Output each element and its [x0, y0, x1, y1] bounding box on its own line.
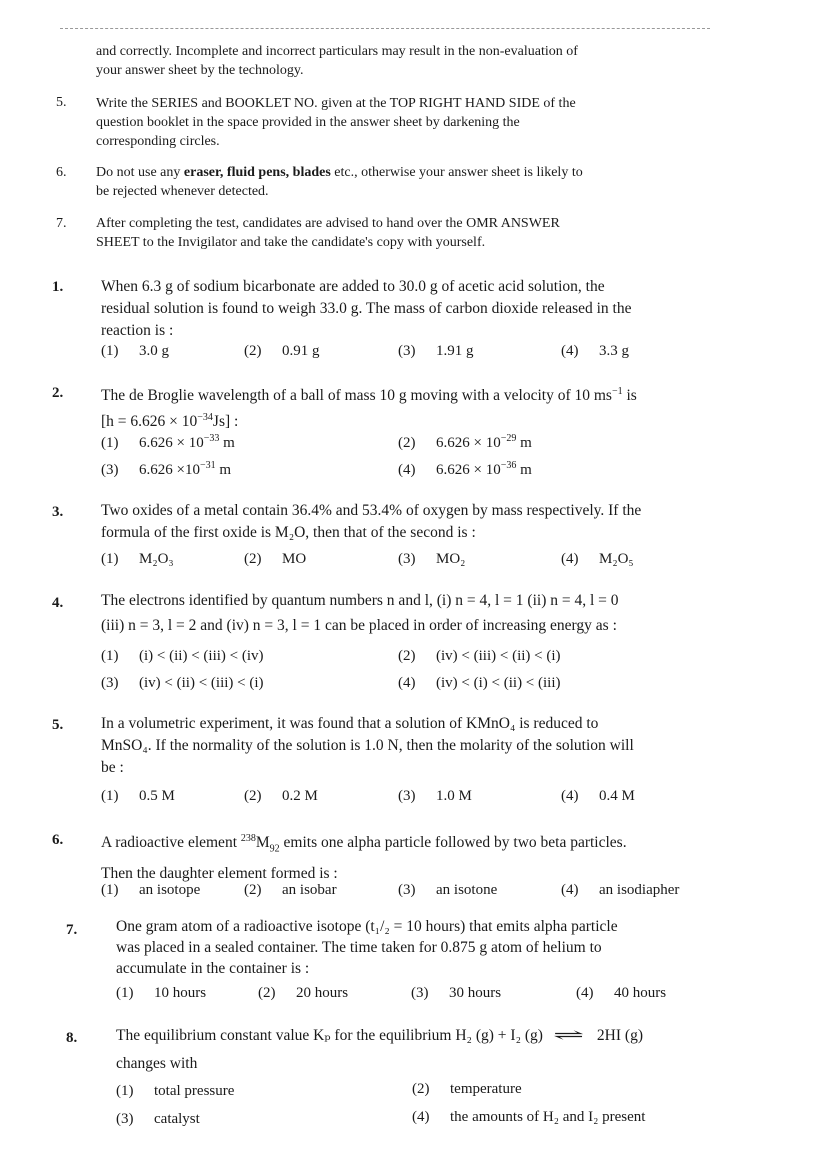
option-number: (2)	[244, 551, 262, 567]
option-text: an isotope	[139, 882, 201, 898]
option[interactable]	[101, 433, 235, 452]
option-text: (iv) < (i) < (ii) < (iii)	[436, 675, 561, 691]
option[interactable]	[412, 1109, 645, 1126]
option-number: (3)	[411, 985, 429, 1001]
instruction-text: Do not use any	[96, 165, 184, 180]
question-number: 5.	[52, 717, 64, 733]
question-line	[101, 407, 761, 433]
option-text: 30 hours	[449, 985, 502, 1001]
option-text: (iv) < (ii) < (iii) < (i)	[139, 675, 264, 691]
question-line: changes with	[116, 1055, 198, 1072]
option-number: (4)	[561, 788, 579, 804]
option-number: (2)	[244, 343, 262, 359]
option-number: (2)	[244, 788, 262, 804]
instruction-number: 7.	[56, 216, 67, 231]
question-1-text	[101, 276, 761, 342]
option-number: (3)	[116, 1111, 134, 1127]
question-line: accumulate in the container is :	[116, 960, 310, 977]
option[interactable]	[576, 985, 666, 1002]
question-line: The electrons identified by quantum numbers n and l, (i) n = 4, l = 1 (ii) n = 4, l = 0	[101, 592, 619, 609]
option-number: (3)	[101, 462, 119, 478]
option[interactable]	[101, 551, 174, 568]
question-text: is	[622, 387, 637, 405]
option-number: (2)	[398, 648, 416, 664]
question-8-text	[116, 1025, 776, 1075]
option-number: (1)	[116, 985, 134, 1001]
option-number: (3)	[398, 343, 416, 359]
option-text: 0.5 M	[139, 788, 175, 804]
question-line: be :	[101, 759, 124, 776]
question-line: In a volumetric experiment, it was found that a solution of KMnO₄ is reduced to	[101, 715, 599, 732]
option[interactable]	[116, 985, 206, 1002]
option-text: M₂O₃	[139, 551, 174, 567]
option-text: an isotone	[436, 882, 498, 898]
atomic-number: 92	[269, 843, 280, 855]
option-text: 3.3 g	[599, 343, 629, 359]
option[interactable]	[116, 1111, 200, 1128]
option-text: temperature	[450, 1081, 522, 1097]
option-text: 0.91 g	[282, 343, 320, 359]
option[interactable]	[244, 788, 318, 805]
question-text: Js] :	[212, 413, 239, 431]
question-line: was placed in a sealed container. The time taken for 0.875 g atom of helium to	[116, 939, 602, 956]
option-number: (4)	[561, 343, 579, 359]
question-text: 2HI (g)	[596, 1027, 643, 1044]
option[interactable]	[101, 882, 200, 899]
instruction-line: After completing the test, candidates are advised to hand over the OMR ANSWER	[96, 216, 560, 231]
question-number: 8.	[66, 1030, 78, 1046]
question-line: MnSO₄. If the normality of the solution is 1.0 N, then the molarity of the solution will	[101, 737, 634, 754]
option-text: 40 hours	[614, 985, 667, 1001]
option[interactable]	[244, 551, 306, 568]
top-cut-line	[60, 28, 710, 29]
superscript: −33	[203, 433, 220, 444]
instruction-number: 5.	[56, 95, 67, 110]
question-2-text	[101, 381, 761, 433]
question-line: When 6.3 g of sodium bicarbonate are added to 30.0 g of acetic acid solution, the	[101, 278, 605, 295]
option[interactable]	[258, 985, 348, 1002]
option-number: (4)	[561, 882, 579, 898]
question-number: 4.	[52, 595, 64, 611]
option-number: (2)	[258, 985, 276, 1001]
option-number: (2)	[398, 435, 416, 451]
instruction-line: Write the SERIES and BOOKLET NO. given at the TOP RIGHT HAND SIDE of the	[96, 96, 576, 111]
option[interactable]	[244, 882, 337, 899]
question-line: One gram atom of a radioactive isotope (t₁/₂ = 10 hours) that emits alpha particle	[116, 918, 618, 935]
option-unit: m	[215, 462, 232, 478]
option-text: catalyst	[154, 1111, 200, 1127]
question-text: [h = 6.626 × 10	[101, 413, 198, 431]
question-text: A radioactive element	[101, 834, 241, 852]
option-number: (1)	[101, 435, 119, 451]
option-number: (1)	[101, 648, 119, 664]
option-unit: m	[219, 435, 235, 451]
option-number: (4)	[561, 551, 579, 567]
question-line: (iii) n = 3, l = 2 and (iv) n = 3, l = 1 can be placed in order of increasing energy as :	[101, 617, 617, 634]
option-text: 20 hours	[296, 985, 349, 1001]
question-6-text	[101, 828, 771, 885]
question-line	[101, 381, 761, 407]
instruction-line: SHEET to the Invigilator and take the candidate's copy with yourself.	[96, 235, 486, 250]
mass-number: 238	[240, 833, 256, 844]
option[interactable]	[398, 551, 465, 568]
option-text: 0.4 M	[599, 788, 635, 804]
option-unit: m	[516, 462, 532, 478]
option-text: 1.91 g	[436, 343, 474, 359]
instruction-line: and correctly. Incomplete and incorrect particulars may result in the non-evaluation of	[96, 44, 578, 59]
option-text: 10 hours	[154, 985, 207, 1001]
element-symbol: M	[255, 834, 270, 852]
instruction-bold-text: eraser, fluid pens, blades	[183, 165, 331, 180]
option-number: (1)	[116, 1083, 134, 1099]
superscript: −31	[199, 460, 216, 471]
option-number: (4)	[412, 1109, 430, 1125]
question-line: formula of the first oxide is M₂O, then that of the second is :	[101, 524, 476, 541]
option[interactable]	[244, 343, 320, 360]
option-text: 6.626 × 10	[436, 462, 501, 478]
option[interactable]	[101, 788, 175, 805]
instruction-number: 6.	[56, 165, 67, 180]
option-number: (1)	[101, 343, 119, 359]
question-number: 1.	[52, 279, 64, 295]
option-number: (2)	[244, 882, 262, 898]
option[interactable]	[398, 460, 532, 479]
question-number: 2.	[52, 385, 64, 401]
option-text: an isobar	[282, 882, 337, 898]
option[interactable]	[398, 882, 497, 899]
option[interactable]	[412, 1081, 522, 1098]
superscript: −36	[500, 460, 517, 471]
option-text: (i) < (ii) < (iii) < (iv)	[139, 648, 264, 664]
option[interactable]	[561, 788, 635, 805]
question-number: 6.	[52, 832, 64, 848]
instruction-line: be rejected whenever detected.	[96, 184, 269, 199]
option[interactable]	[101, 648, 264, 665]
option-number: (3)	[398, 788, 416, 804]
option[interactable]	[561, 882, 679, 899]
instruction-line: question booklet in the space provided in the answer sheet by darkening the	[96, 115, 520, 130]
question-text: The equilibrium constant value Kₚ for the equilibrium H₂ (g) + I₂ (g)	[116, 1027, 543, 1044]
question-line: Two oxides of a metal contain 36.4% and 53.4% of oxygen by mass respectively. If the	[101, 502, 642, 519]
option-number: (1)	[101, 551, 119, 567]
instruction-5	[96, 94, 706, 151]
superscript: −34	[197, 412, 213, 424]
option-number: (3)	[398, 551, 416, 567]
option-text: M₂O₅	[599, 551, 634, 567]
option-unit: m	[516, 435, 532, 451]
question-line: reaction is :	[101, 322, 174, 339]
option-text: an isodiapher	[599, 882, 680, 898]
question-4-text	[101, 590, 771, 637]
option[interactable]	[398, 343, 474, 360]
option-number: (2)	[412, 1081, 430, 1097]
option-number: (4)	[576, 985, 594, 1001]
question-number: 3.	[52, 504, 64, 520]
question-5-text	[101, 713, 761, 779]
option-number: (4)	[398, 675, 416, 691]
instruction-line: your answer sheet by the technology.	[96, 63, 304, 78]
question-line	[116, 1025, 776, 1047]
question-line	[101, 828, 771, 860]
option-text: 6.626 × 10	[139, 435, 204, 451]
instruction-7	[96, 214, 716, 252]
instruction-line: corresponding circles.	[96, 134, 220, 149]
option[interactable]	[101, 460, 231, 479]
instruction-line	[96, 163, 716, 182]
option-text: MO	[282, 551, 307, 567]
question-text: emits one alpha particle followed by two beta particles.	[279, 834, 627, 852]
option-number: (3)	[101, 675, 119, 691]
question-3-text	[101, 500, 761, 544]
question-line: Then the daughter element formed is :	[101, 865, 338, 883]
question-7-text	[116, 916, 766, 979]
option-text: (iv) < (iii) < (ii) < (i)	[436, 648, 561, 664]
option-number: (1)	[101, 882, 119, 898]
option-text: the amounts of H₂ and I₂ present	[450, 1109, 646, 1125]
instruction-continued	[96, 42, 578, 80]
option[interactable]	[101, 675, 264, 692]
option-text: 3.0 g	[139, 343, 169, 359]
equilibrium-arrow-icon: ⇌	[552, 1027, 585, 1044]
option[interactable]	[398, 788, 472, 805]
option-number: (1)	[101, 788, 119, 804]
instruction-text: etc., otherwise your answer sheet is likely to	[330, 165, 583, 180]
option[interactable]	[116, 1083, 234, 1100]
option-text: MO₂	[436, 551, 466, 567]
option[interactable]	[398, 648, 561, 665]
option-text: 6.626 × 10	[436, 435, 501, 451]
option[interactable]	[411, 985, 501, 1002]
option[interactable]	[561, 343, 629, 360]
question-number: 7.	[66, 922, 78, 938]
option-number: (4)	[398, 462, 416, 478]
option-text: 0.2 M	[282, 788, 318, 804]
option-text: 6.626 ×10	[139, 462, 200, 478]
option-text: total pressure	[154, 1083, 235, 1099]
question-text: The de Broglie wavelength of a ball of mass 10 g moving with a velocity of 10 ms	[101, 387, 612, 405]
option-number: (3)	[398, 882, 416, 898]
option-text: 1.0 M	[436, 788, 472, 804]
question-line: residual solution is found to weigh 33.0 g. The mass of carbon dioxide released in the	[101, 300, 632, 317]
superscript: −1	[611, 386, 623, 397]
option[interactable]	[398, 433, 532, 452]
option[interactable]	[101, 343, 169, 360]
superscript: −29	[500, 433, 517, 444]
option[interactable]	[398, 675, 561, 692]
option[interactable]	[561, 551, 634, 568]
instruction-6	[96, 163, 716, 201]
